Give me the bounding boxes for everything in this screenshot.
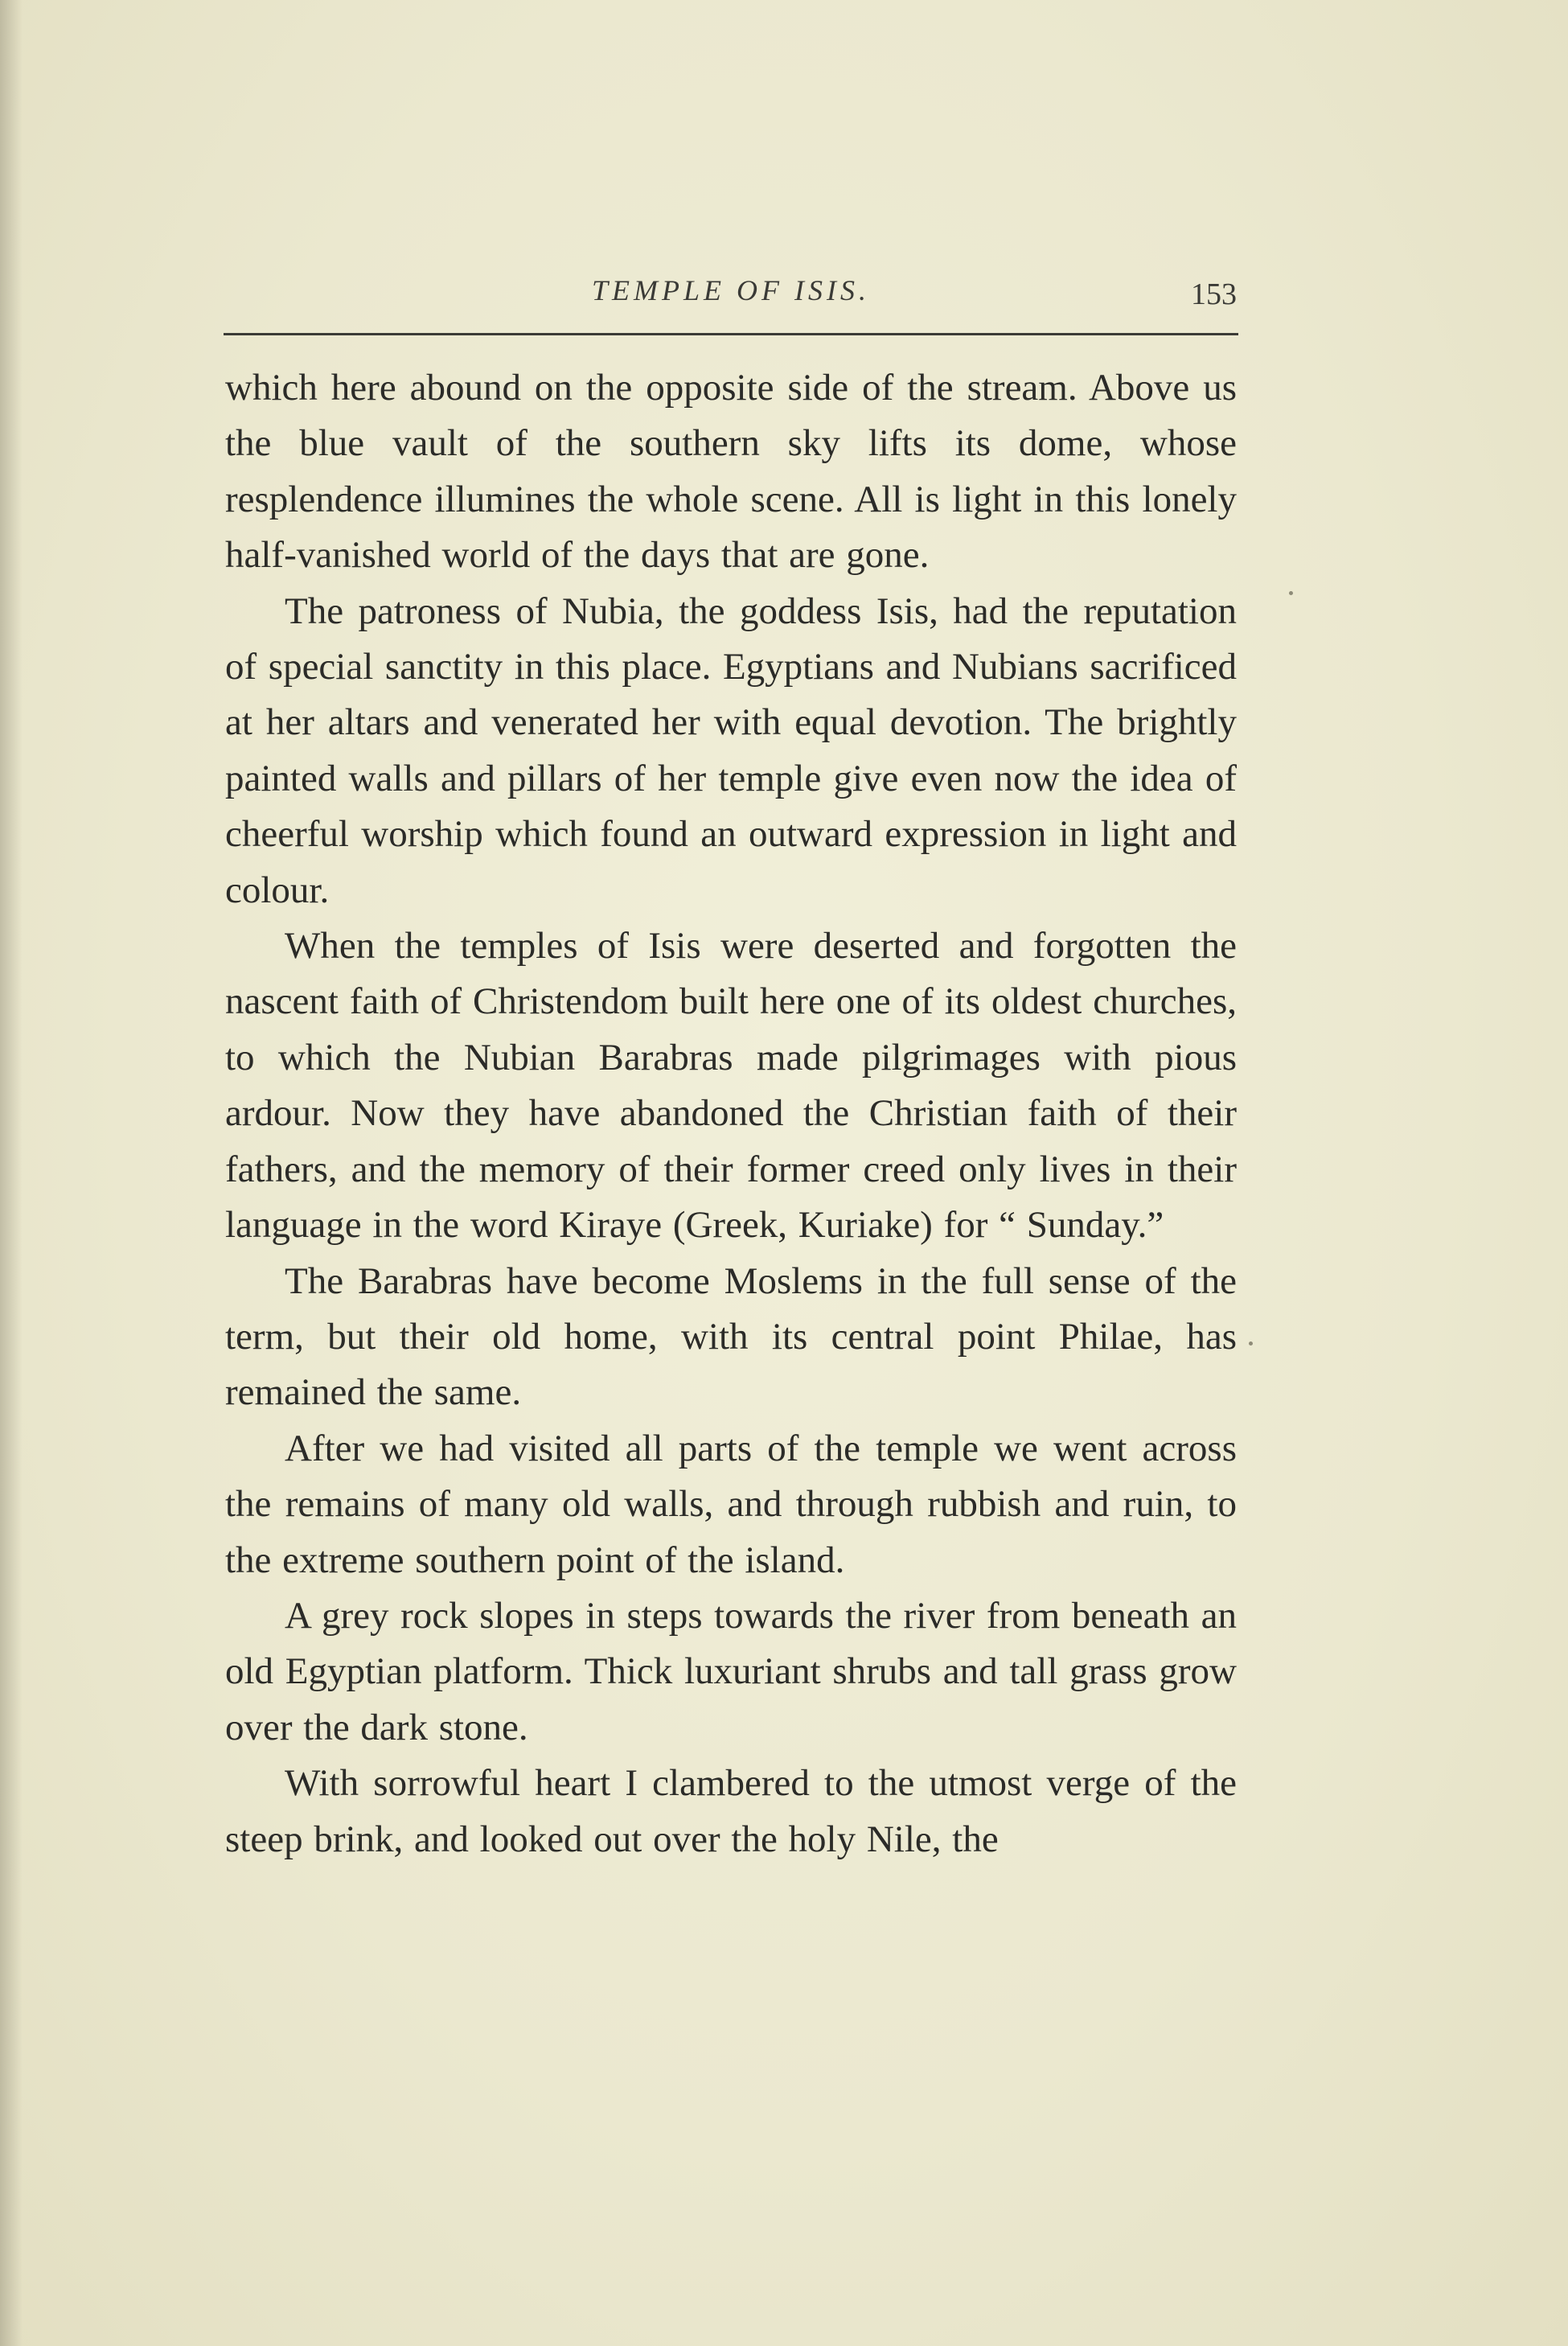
page-edge-shadow bbox=[0, 0, 23, 2346]
running-title: TEMPLE OF ISIS. bbox=[592, 274, 870, 306]
paragraph: The patroness of Nubia, the goddess Isis, had the reputation of special sanctity in this place. Egyptians and Nubians sacrificed at her altars and venerated her with equal devotion. The brightly painted walls and pillars of her temple give even now the idea of cheerful worship which found an outward expression in light and colour. bbox=[225, 590, 1237, 911]
paragraph: When the temples of Isis were deserted and forgotten the nascent faith of Christendom built here one of its oldest churches, to which the Nubian Barabras made pilgrimages with pious ardour. Now they have abandoned the Christian faith of their fathers, and the memory of their former creed only lives in their language in the word Kiraye (Greek, Kuriake) for “ Sunday.” bbox=[225, 925, 1237, 1247]
paragraph: After we had visited all parts of the temple we went across the remains of many old walls, and through rubbish and ruin, to the extreme southern point of the island. bbox=[225, 1427, 1237, 1581]
page-number: 153 bbox=[1191, 277, 1237, 311]
header-rule bbox=[224, 333, 1238, 335]
paragraph: which here abound on the opposite side of the stream. Above us the blue vault of the southern sky lifts its dome, whose resplendence illumines the whole scene. All is light in this lonely half-vanished world of the days that are gone. bbox=[225, 367, 1237, 577]
paragraph: A grey rock slopes in steps towards the river from beneath an old Egyptian platform. Thick luxuriant shrubs and tall grass grow over the dark stone. bbox=[225, 1594, 1237, 1748]
paragraph: The Barabras have become Moslems in the full sense of the term, but their old home, with its central point Philae, has remained the same. bbox=[225, 1259, 1237, 1414]
paragraph: With sorrowful heart I clambered to the utmost verge of the steep brink, and looked out over the holy Nile, the bbox=[225, 1762, 1237, 1860]
running-head bbox=[225, 273, 1237, 322]
paper-speck bbox=[1289, 591, 1293, 595]
body-text bbox=[225, 360, 1237, 1867]
paper-speck bbox=[1249, 1341, 1253, 1346]
